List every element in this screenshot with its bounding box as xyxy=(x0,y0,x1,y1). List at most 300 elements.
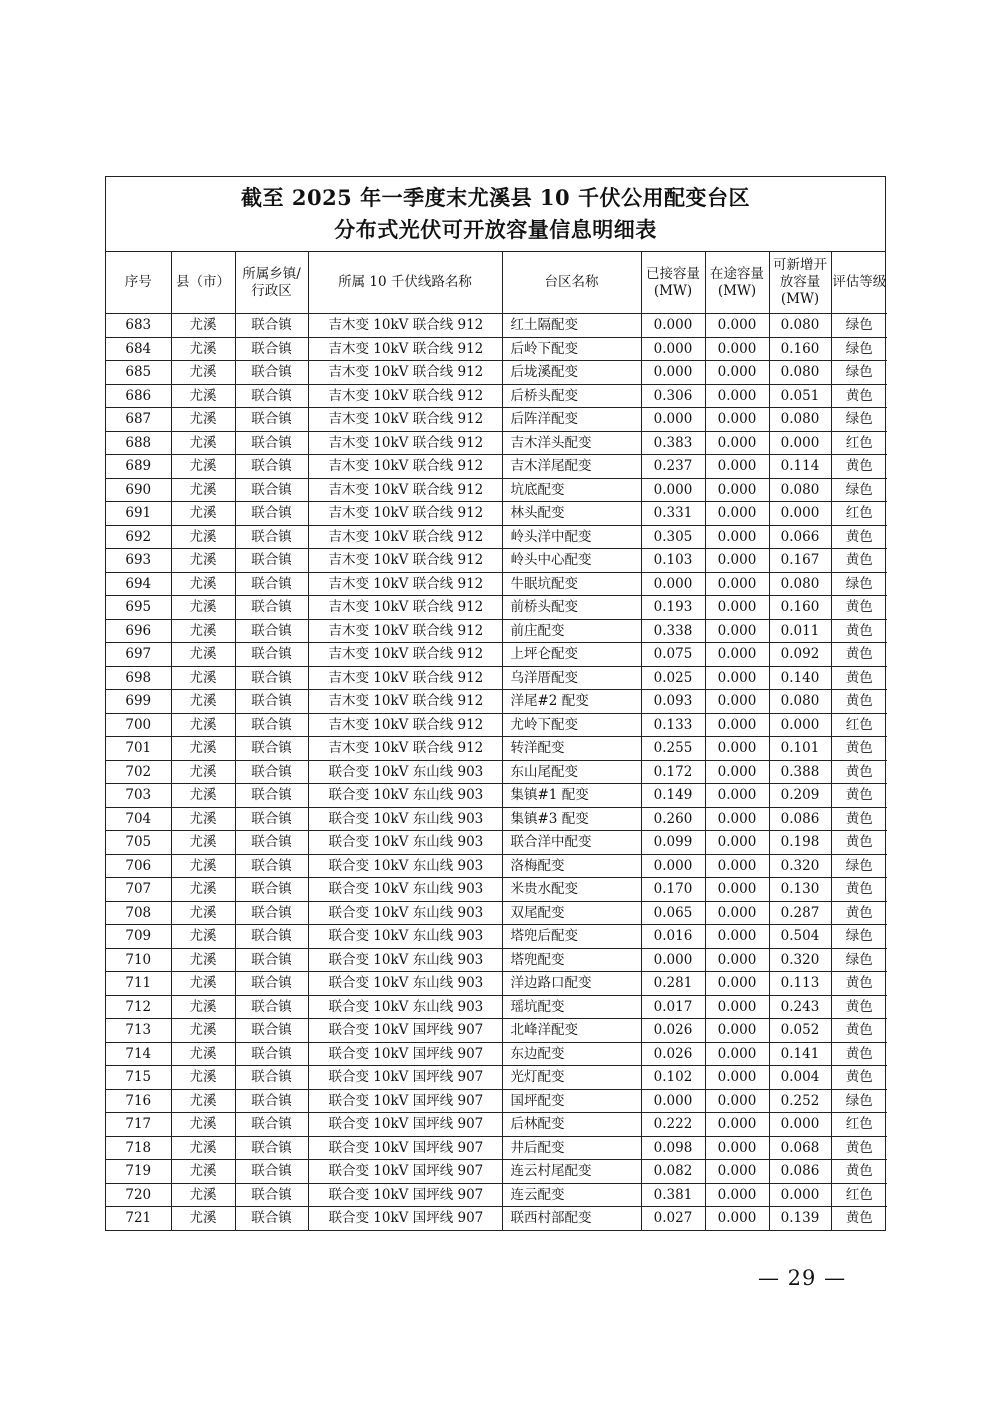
cell-open: 0.004 xyxy=(769,1066,831,1090)
table-row xyxy=(106,408,887,432)
cell-line: 吉木变 10kV 联合线 912 xyxy=(308,619,502,643)
capacity-table-sheet xyxy=(105,176,886,1231)
cell-town: 联合镇 xyxy=(235,1042,308,1066)
cell-county: 尤溪 xyxy=(171,1089,235,1113)
cell-connected: 0.000 xyxy=(641,337,705,361)
cell-county: 尤溪 xyxy=(171,1042,235,1066)
cell-line: 联合变 10kV 东山线 903 xyxy=(308,807,502,831)
cell-grade: 绿色 xyxy=(831,925,887,949)
cell-area: 洋尾#2 配变 xyxy=(502,690,641,714)
cell-area: 洛梅配变 xyxy=(502,854,641,878)
cell-open: 0.252 xyxy=(769,1089,831,1113)
cell-county: 尤溪 xyxy=(171,619,235,643)
cell-transit: 0.000 xyxy=(705,807,769,831)
cell-grade: 绿色 xyxy=(831,854,887,878)
cell-seq: 695 xyxy=(106,596,171,620)
cell-area: 林头配变 xyxy=(502,502,641,526)
cell-town: 联合镇 xyxy=(235,596,308,620)
cell-transit: 0.000 xyxy=(705,619,769,643)
page-number: — 29 — xyxy=(758,1266,847,1290)
cell-line: 吉木变 10kV 联合线 912 xyxy=(308,408,502,432)
cell-open: 0.000 xyxy=(769,431,831,455)
cell-transit: 0.000 xyxy=(705,1113,769,1137)
cell-transit: 0.000 xyxy=(705,384,769,408)
cell-grade: 红色 xyxy=(831,1113,887,1137)
table-row xyxy=(106,502,887,526)
cell-transit: 0.000 xyxy=(705,1136,769,1160)
cell-county: 尤溪 xyxy=(171,948,235,972)
cell-connected: 0.025 xyxy=(641,666,705,690)
cell-area: 井后配变 xyxy=(502,1136,641,1160)
table-row xyxy=(106,737,887,761)
cell-county: 尤溪 xyxy=(171,384,235,408)
cell-seq: 701 xyxy=(106,737,171,761)
cell-transit: 0.000 xyxy=(705,1089,769,1113)
cell-connected: 0.381 xyxy=(641,1183,705,1207)
header-county: 县（市） xyxy=(171,252,235,314)
cell-seq: 696 xyxy=(106,619,171,643)
table-row xyxy=(106,1066,887,1090)
cell-county: 尤溪 xyxy=(171,831,235,855)
cell-area: 国坪配变 xyxy=(502,1089,641,1113)
cell-open: 0.114 xyxy=(769,455,831,479)
cell-seq: 720 xyxy=(106,1183,171,1207)
cell-area: 吉木洋头配变 xyxy=(502,431,641,455)
cell-county: 尤溪 xyxy=(171,596,235,620)
cell-seq: 719 xyxy=(106,1160,171,1184)
cell-county: 尤溪 xyxy=(171,431,235,455)
table-body xyxy=(106,314,887,1230)
table-row xyxy=(106,713,887,737)
cell-transit: 0.000 xyxy=(705,1042,769,1066)
cell-seq: 712 xyxy=(106,995,171,1019)
cell-open: 0.086 xyxy=(769,1160,831,1184)
cell-connected: 0.000 xyxy=(641,854,705,878)
cell-connected: 0.082 xyxy=(641,1160,705,1184)
table-row xyxy=(106,643,887,667)
cell-seq: 718 xyxy=(106,1136,171,1160)
cell-county: 尤溪 xyxy=(171,995,235,1019)
cell-town: 联合镇 xyxy=(235,854,308,878)
cell-grade: 绿色 xyxy=(831,314,887,338)
cell-transit: 0.000 xyxy=(705,361,769,385)
header-seq: 序号 xyxy=(106,252,171,314)
cell-open: 0.320 xyxy=(769,948,831,972)
cell-town: 联合镇 xyxy=(235,1113,308,1137)
cell-open: 0.209 xyxy=(769,784,831,808)
cell-open: 0.000 xyxy=(769,502,831,526)
table-row xyxy=(106,431,887,455)
title-line-2: 分布式光伏可开放容量信息明细表 xyxy=(334,217,657,242)
cell-town: 联合镇 xyxy=(235,431,308,455)
cell-seq: 684 xyxy=(106,337,171,361)
table-row xyxy=(106,807,887,831)
cell-county: 尤溪 xyxy=(171,572,235,596)
cell-area: 塔兜后配变 xyxy=(502,925,641,949)
cell-grade: 红色 xyxy=(831,431,887,455)
cell-line: 联合变 10kV 国坪线 907 xyxy=(308,1019,502,1043)
cell-line: 联合变 10kV 东山线 903 xyxy=(308,925,502,949)
cell-transit: 0.000 xyxy=(705,995,769,1019)
cell-town: 联合镇 xyxy=(235,337,308,361)
cell-seq: 713 xyxy=(106,1019,171,1043)
cell-line: 吉木变 10kV 联合线 912 xyxy=(308,455,502,479)
cell-county: 尤溪 xyxy=(171,525,235,549)
cell-connected: 0.017 xyxy=(641,995,705,1019)
table-row xyxy=(106,1136,887,1160)
cell-town: 联合镇 xyxy=(235,408,308,432)
cell-town: 联合镇 xyxy=(235,1136,308,1160)
cell-open: 0.388 xyxy=(769,760,831,784)
cell-seq: 715 xyxy=(106,1066,171,1090)
cell-grade: 黄色 xyxy=(831,549,887,573)
cell-line: 联合变 10kV 国坪线 907 xyxy=(308,1183,502,1207)
cell-area: 后林配变 xyxy=(502,1113,641,1137)
cell-grade: 绿色 xyxy=(831,408,887,432)
table-row xyxy=(106,878,887,902)
cell-town: 联合镇 xyxy=(235,643,308,667)
cell-connected: 0.000 xyxy=(641,572,705,596)
cell-line: 吉木变 10kV 联合线 912 xyxy=(308,713,502,737)
cell-open: 0.080 xyxy=(769,408,831,432)
cell-grade: 黄色 xyxy=(831,384,887,408)
cell-grade: 黄色 xyxy=(831,1019,887,1043)
header-transit: 在途容量(MW) xyxy=(705,252,769,314)
cell-town: 联合镇 xyxy=(235,737,308,761)
table-row xyxy=(106,854,887,878)
cell-town: 联合镇 xyxy=(235,361,308,385)
cell-grade: 绿色 xyxy=(831,948,887,972)
cell-transit: 0.000 xyxy=(705,502,769,526)
cell-open: 0.243 xyxy=(769,995,831,1019)
cell-transit: 0.000 xyxy=(705,1019,769,1043)
cell-area: 洋边路口配变 xyxy=(502,972,641,996)
cell-open: 0.130 xyxy=(769,878,831,902)
cell-county: 尤溪 xyxy=(171,408,235,432)
cell-transit: 0.000 xyxy=(705,1207,769,1230)
cell-area: 联合洋中配变 xyxy=(502,831,641,855)
cell-county: 尤溪 xyxy=(171,807,235,831)
cell-connected: 0.000 xyxy=(641,1089,705,1113)
cell-county: 尤溪 xyxy=(171,1183,235,1207)
table-row xyxy=(106,314,887,338)
cell-open: 0.011 xyxy=(769,619,831,643)
cell-county: 尤溪 xyxy=(171,549,235,573)
cell-seq: 708 xyxy=(106,901,171,925)
cell-open: 0.086 xyxy=(769,807,831,831)
cell-connected: 0.193 xyxy=(641,596,705,620)
cell-grade: 黄色 xyxy=(831,455,887,479)
cell-open: 0.000 xyxy=(769,1183,831,1207)
cell-line: 联合变 10kV 东山线 903 xyxy=(308,878,502,902)
cell-grade: 黄色 xyxy=(831,831,887,855)
cell-line: 联合变 10kV 东山线 903 xyxy=(308,901,502,925)
cell-grade: 黄色 xyxy=(831,1160,887,1184)
cell-open: 0.320 xyxy=(769,854,831,878)
cell-seq: 706 xyxy=(106,854,171,878)
cell-area: 牛眠坑配变 xyxy=(502,572,641,596)
cell-grade: 黄色 xyxy=(831,807,887,831)
cell-line: 联合变 10kV 国坪线 907 xyxy=(308,1136,502,1160)
cell-line: 联合变 10kV 东山线 903 xyxy=(308,972,502,996)
cell-grade: 绿色 xyxy=(831,1089,887,1113)
table-row xyxy=(106,760,887,784)
cell-seq: 721 xyxy=(106,1207,171,1230)
cell-line: 联合变 10kV 东山线 903 xyxy=(308,784,502,808)
cell-grade: 黄色 xyxy=(831,972,887,996)
cell-line: 联合变 10kV 国坪线 907 xyxy=(308,1113,502,1137)
cell-town: 联合镇 xyxy=(235,549,308,573)
cell-town: 联合镇 xyxy=(235,314,308,338)
cell-open: 0.139 xyxy=(769,1207,831,1230)
cell-area: 瑶坑配变 xyxy=(502,995,641,1019)
cell-transit: 0.000 xyxy=(705,572,769,596)
cell-grade: 黄色 xyxy=(831,643,887,667)
cell-connected: 0.222 xyxy=(641,1113,705,1137)
cell-transit: 0.000 xyxy=(705,1160,769,1184)
table-row xyxy=(106,455,887,479)
cell-seq: 692 xyxy=(106,525,171,549)
table-row xyxy=(106,337,887,361)
cell-connected: 0.027 xyxy=(641,1207,705,1230)
table-row xyxy=(106,995,887,1019)
cell-seq: 700 xyxy=(106,713,171,737)
cell-town: 联合镇 xyxy=(235,1019,308,1043)
table-row xyxy=(106,1183,887,1207)
cell-line: 吉木变 10kV 联合线 912 xyxy=(308,549,502,573)
cell-seq: 697 xyxy=(106,643,171,667)
cell-open: 0.140 xyxy=(769,666,831,690)
cell-connected: 0.383 xyxy=(641,431,705,455)
cell-grade: 绿色 xyxy=(831,572,887,596)
cell-town: 联合镇 xyxy=(235,502,308,526)
cell-town: 联合镇 xyxy=(235,713,308,737)
cell-line: 联合变 10kV 东山线 903 xyxy=(308,995,502,1019)
cell-area: 光灯配变 xyxy=(502,1066,641,1090)
cell-town: 联合镇 xyxy=(235,901,308,925)
cell-county: 尤溪 xyxy=(171,643,235,667)
table-row xyxy=(106,572,887,596)
cell-open: 0.000 xyxy=(769,1113,831,1137)
cell-connected: 0.000 xyxy=(641,361,705,385)
cell-transit: 0.000 xyxy=(705,1066,769,1090)
cell-town: 联合镇 xyxy=(235,1160,308,1184)
header-area: 台区名称 xyxy=(502,252,641,314)
cell-connected: 0.149 xyxy=(641,784,705,808)
cell-line: 吉木变 10kV 联合线 912 xyxy=(308,690,502,714)
cell-county: 尤溪 xyxy=(171,972,235,996)
cell-seq: 683 xyxy=(106,314,171,338)
cell-connected: 0.026 xyxy=(641,1042,705,1066)
cell-line: 联合变 10kV 东山线 903 xyxy=(308,854,502,878)
cell-transit: 0.000 xyxy=(705,455,769,479)
cell-line: 联合变 10kV 东山线 903 xyxy=(308,831,502,855)
cell-county: 尤溪 xyxy=(171,784,235,808)
cell-seq: 709 xyxy=(106,925,171,949)
cell-connected: 0.331 xyxy=(641,502,705,526)
table-row xyxy=(106,666,887,690)
title-line-1: 截至 2025 年一季度末尤溪县 10 千伏公用配变台区 xyxy=(241,185,750,210)
cell-connected: 0.065 xyxy=(641,901,705,925)
cell-seq: 705 xyxy=(106,831,171,855)
header-row xyxy=(106,252,887,314)
table-row xyxy=(106,901,887,925)
cell-county: 尤溪 xyxy=(171,1160,235,1184)
cell-line: 联合变 10kV 国坪线 907 xyxy=(308,1089,502,1113)
cell-county: 尤溪 xyxy=(171,854,235,878)
cell-grade: 黄色 xyxy=(831,596,887,620)
cell-transit: 0.000 xyxy=(705,972,769,996)
table-row xyxy=(106,384,887,408)
table-row xyxy=(106,361,887,385)
cell-connected: 0.000 xyxy=(641,478,705,502)
cell-area: 集镇#3 配变 xyxy=(502,807,641,831)
cell-area: 双尾配变 xyxy=(502,901,641,925)
cell-connected: 0.075 xyxy=(641,643,705,667)
cell-open: 0.198 xyxy=(769,831,831,855)
cell-open: 0.141 xyxy=(769,1042,831,1066)
cell-area: 后阵洋配变 xyxy=(502,408,641,432)
cell-town: 联合镇 xyxy=(235,807,308,831)
cell-line: 吉木变 10kV 联合线 912 xyxy=(308,643,502,667)
cell-open: 0.080 xyxy=(769,572,831,596)
cell-connected: 0.237 xyxy=(641,455,705,479)
cell-area: 上坪仑配变 xyxy=(502,643,641,667)
cell-area: 米贵水配变 xyxy=(502,878,641,902)
cell-line: 吉木变 10kV 联合线 912 xyxy=(308,337,502,361)
cell-county: 尤溪 xyxy=(171,502,235,526)
cell-line: 吉木变 10kV 联合线 912 xyxy=(308,361,502,385)
cell-line: 吉木变 10kV 联合线 912 xyxy=(308,314,502,338)
cell-town: 联合镇 xyxy=(235,925,308,949)
cell-area: 塔兜配变 xyxy=(502,948,641,972)
cell-seq: 710 xyxy=(106,948,171,972)
cell-line: 吉木变 10kV 联合线 912 xyxy=(308,525,502,549)
table-row xyxy=(106,596,887,620)
cell-connected: 0.103 xyxy=(641,549,705,573)
cell-area: 坑底配变 xyxy=(502,478,641,502)
cell-seq: 703 xyxy=(106,784,171,808)
cell-county: 尤溪 xyxy=(171,901,235,925)
cell-line: 吉木变 10kV 联合线 912 xyxy=(308,596,502,620)
cell-seq: 716 xyxy=(106,1089,171,1113)
cell-area: 吉木洋尾配变 xyxy=(502,455,641,479)
cell-line: 联合变 10kV 国坪线 907 xyxy=(308,1042,502,1066)
cell-town: 联合镇 xyxy=(235,525,308,549)
cell-open: 0.068 xyxy=(769,1136,831,1160)
cell-county: 尤溪 xyxy=(171,1207,235,1230)
cell-open: 0.080 xyxy=(769,314,831,338)
cell-line: 吉木变 10kV 联合线 912 xyxy=(308,384,502,408)
cell-seq: 690 xyxy=(106,478,171,502)
cell-town: 联合镇 xyxy=(235,666,308,690)
cell-connected: 0.260 xyxy=(641,807,705,831)
cell-area: 乌洋厝配变 xyxy=(502,666,641,690)
cell-town: 联合镇 xyxy=(235,1207,308,1230)
cell-seq: 686 xyxy=(106,384,171,408)
cell-line: 吉木变 10kV 联合线 912 xyxy=(308,431,502,455)
cell-county: 尤溪 xyxy=(171,361,235,385)
cell-county: 尤溪 xyxy=(171,878,235,902)
cell-seq: 711 xyxy=(106,972,171,996)
cell-connected: 0.099 xyxy=(641,831,705,855)
cell-connected: 0.306 xyxy=(641,384,705,408)
cell-county: 尤溪 xyxy=(171,737,235,761)
cell-area: 前庄配变 xyxy=(502,619,641,643)
cell-town: 联合镇 xyxy=(235,948,308,972)
cell-line: 联合变 10kV 国坪线 907 xyxy=(308,1160,502,1184)
cell-county: 尤溪 xyxy=(171,760,235,784)
cell-grade: 黄色 xyxy=(831,760,887,784)
cell-connected: 0.281 xyxy=(641,972,705,996)
cell-open: 0.000 xyxy=(769,713,831,737)
cell-county: 尤溪 xyxy=(171,1136,235,1160)
cell-area: 东山尾配变 xyxy=(502,760,641,784)
cell-area: 联西村部配变 xyxy=(502,1207,641,1230)
cell-connected: 0.102 xyxy=(641,1066,705,1090)
table-row xyxy=(106,1160,887,1184)
cell-county: 尤溪 xyxy=(171,925,235,949)
cell-grade: 黄色 xyxy=(831,1207,887,1230)
cell-transit: 0.000 xyxy=(705,643,769,667)
cell-seq: 689 xyxy=(106,455,171,479)
cell-transit: 0.000 xyxy=(705,713,769,737)
cell-line: 联合变 10kV 国坪线 907 xyxy=(308,1066,502,1090)
cell-county: 尤溪 xyxy=(171,690,235,714)
cell-county: 尤溪 xyxy=(171,314,235,338)
cell-area: 前桥头配变 xyxy=(502,596,641,620)
cell-grade: 红色 xyxy=(831,502,887,526)
table-row xyxy=(106,925,887,949)
cell-town: 联合镇 xyxy=(235,455,308,479)
cell-grade: 绿色 xyxy=(831,337,887,361)
header-connected: 已接容量(MW) xyxy=(641,252,705,314)
table-row xyxy=(106,478,887,502)
cell-town: 联合镇 xyxy=(235,690,308,714)
cell-area: 集镇#1 配变 xyxy=(502,784,641,808)
cell-grade: 红色 xyxy=(831,713,887,737)
cell-grade: 黄色 xyxy=(831,666,887,690)
cell-area: 连云村尾配变 xyxy=(502,1160,641,1184)
cell-seq: 699 xyxy=(106,690,171,714)
cell-connected: 0.098 xyxy=(641,1136,705,1160)
cell-line: 吉木变 10kV 联合线 912 xyxy=(308,502,502,526)
cell-connected: 0.093 xyxy=(641,690,705,714)
cell-area: 后垅溪配变 xyxy=(502,361,641,385)
table-row xyxy=(106,690,887,714)
table-row xyxy=(106,549,887,573)
cell-county: 尤溪 xyxy=(171,455,235,479)
cell-seq: 704 xyxy=(106,807,171,831)
cell-transit: 0.000 xyxy=(705,854,769,878)
cell-line: 吉木变 10kV 联合线 912 xyxy=(308,737,502,761)
table-row xyxy=(106,1089,887,1113)
table-row xyxy=(106,1019,887,1043)
cell-open: 0.051 xyxy=(769,384,831,408)
header-town: 所属乡镇/行政区 xyxy=(235,252,308,314)
cell-grade: 黄色 xyxy=(831,619,887,643)
cell-area: 岭头洋中配变 xyxy=(502,525,641,549)
cell-seq: 693 xyxy=(106,549,171,573)
cell-town: 联合镇 xyxy=(235,478,308,502)
cell-open: 0.066 xyxy=(769,525,831,549)
cell-open: 0.167 xyxy=(769,549,831,573)
cell-connected: 0.000 xyxy=(641,948,705,972)
cell-town: 联合镇 xyxy=(235,619,308,643)
cell-transit: 0.000 xyxy=(705,831,769,855)
cell-grade: 黄色 xyxy=(831,901,887,925)
cell-transit: 0.000 xyxy=(705,901,769,925)
